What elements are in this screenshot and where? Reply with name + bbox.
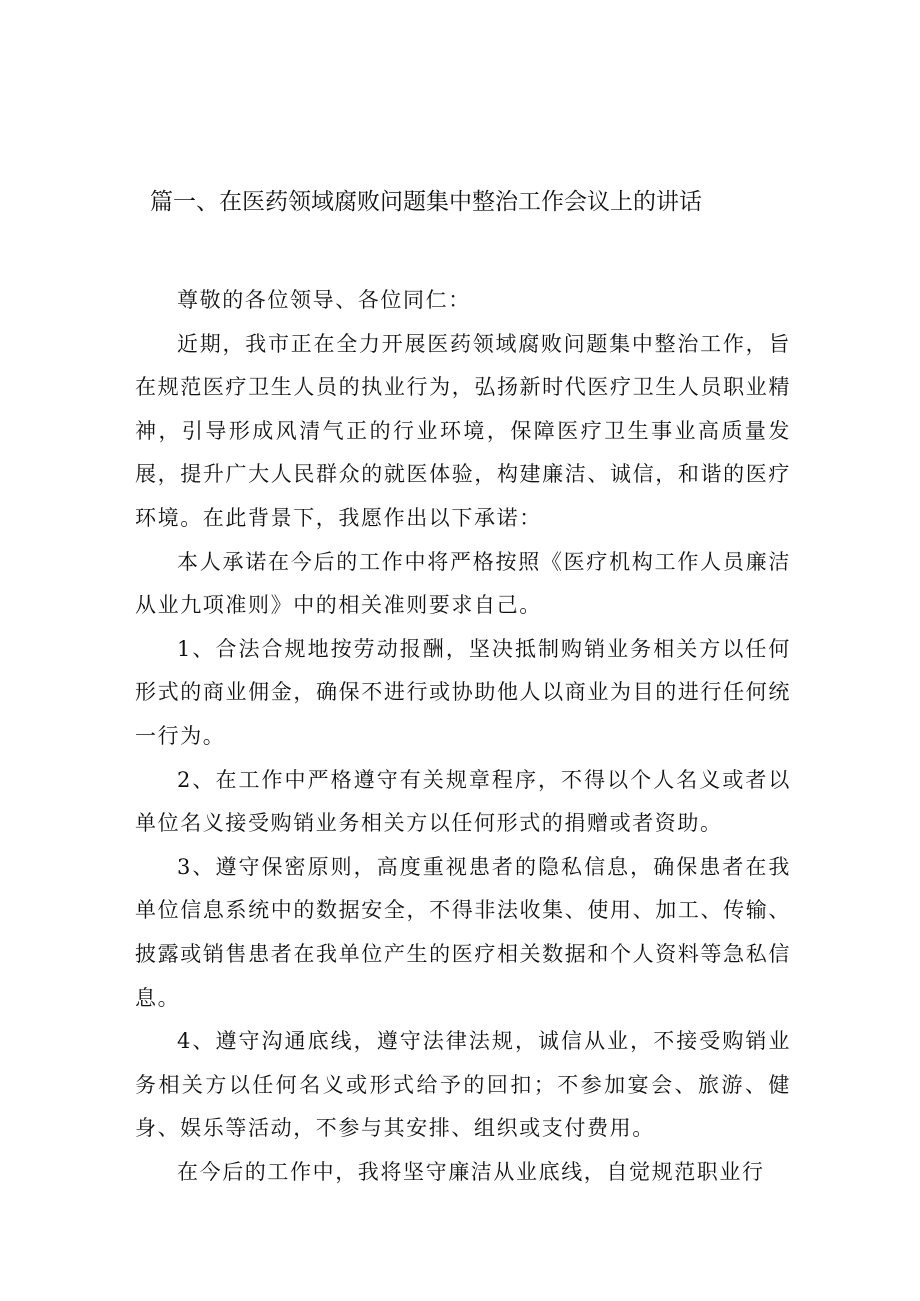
salutation: 尊敬的各位领导、各位同仁： [177, 288, 471, 312]
paragraph-closing: 在今后的工作中，我将坚守廉洁从业底线，自觉规范职业行 [177, 1159, 765, 1184]
document-body [135, 279, 791, 1194]
paragraph-item-2: 2、在工作中严格遵守有关规章程序，不得以个人名义或者以单位名义接受购销业务相关方以任何形式的捐赠或者资助。 [135, 767, 791, 836]
paragraph-item-1: 1、合法合规地按劳动报酬，坚决抵制购销业务相关方以任何形式的商业佣金，确保不进行或协助他人以商业为目的进行任何统一行为。 [135, 636, 791, 748]
document-title: 篇一、在医药领域腐败问题集中整治工作会议上的讲话 [150, 189, 702, 215]
paragraph-item-4: 4、遵守沟通底线，遵守法律法规，诚信从业，不接受购销业务相关方以任何名义或形式给予的回扣；不参加宴会、旅游、健身、娱乐等活动，不参与其安排、组织或支付费用。 [135, 1029, 791, 1141]
paragraph-item-3: 3、遵守保密原则，高度重视患者的隐私信息，确保患者在我单位信息系统中的数据安全，不得非法收集、使用、加工、传输、披露或销售患者在我单位产生的医疗相关数据和个人资料等急私信息。 [135, 854, 791, 1010]
paragraph-intro: 近期，我市正在全力开展医药领域腐败问题集中整治工作，旨在规范医疗卫生人员的执业行为，弘扬新时代医疗卫生人员职业精神，引导形成风清气正的行业环境，保障医疗卫生事业高质量发展，提升广大人民群众的就医体验，构建廉洁、诚信，和谐的医疗环境。在此背景下，我愿作出以下承诺： [135, 331, 791, 530]
paragraph-commitment: 本人承诺在今后的工作中将严格按照《医疗机构工作人员廉洁从业九项准则》中的相关准则要求自己。 [135, 549, 791, 618]
